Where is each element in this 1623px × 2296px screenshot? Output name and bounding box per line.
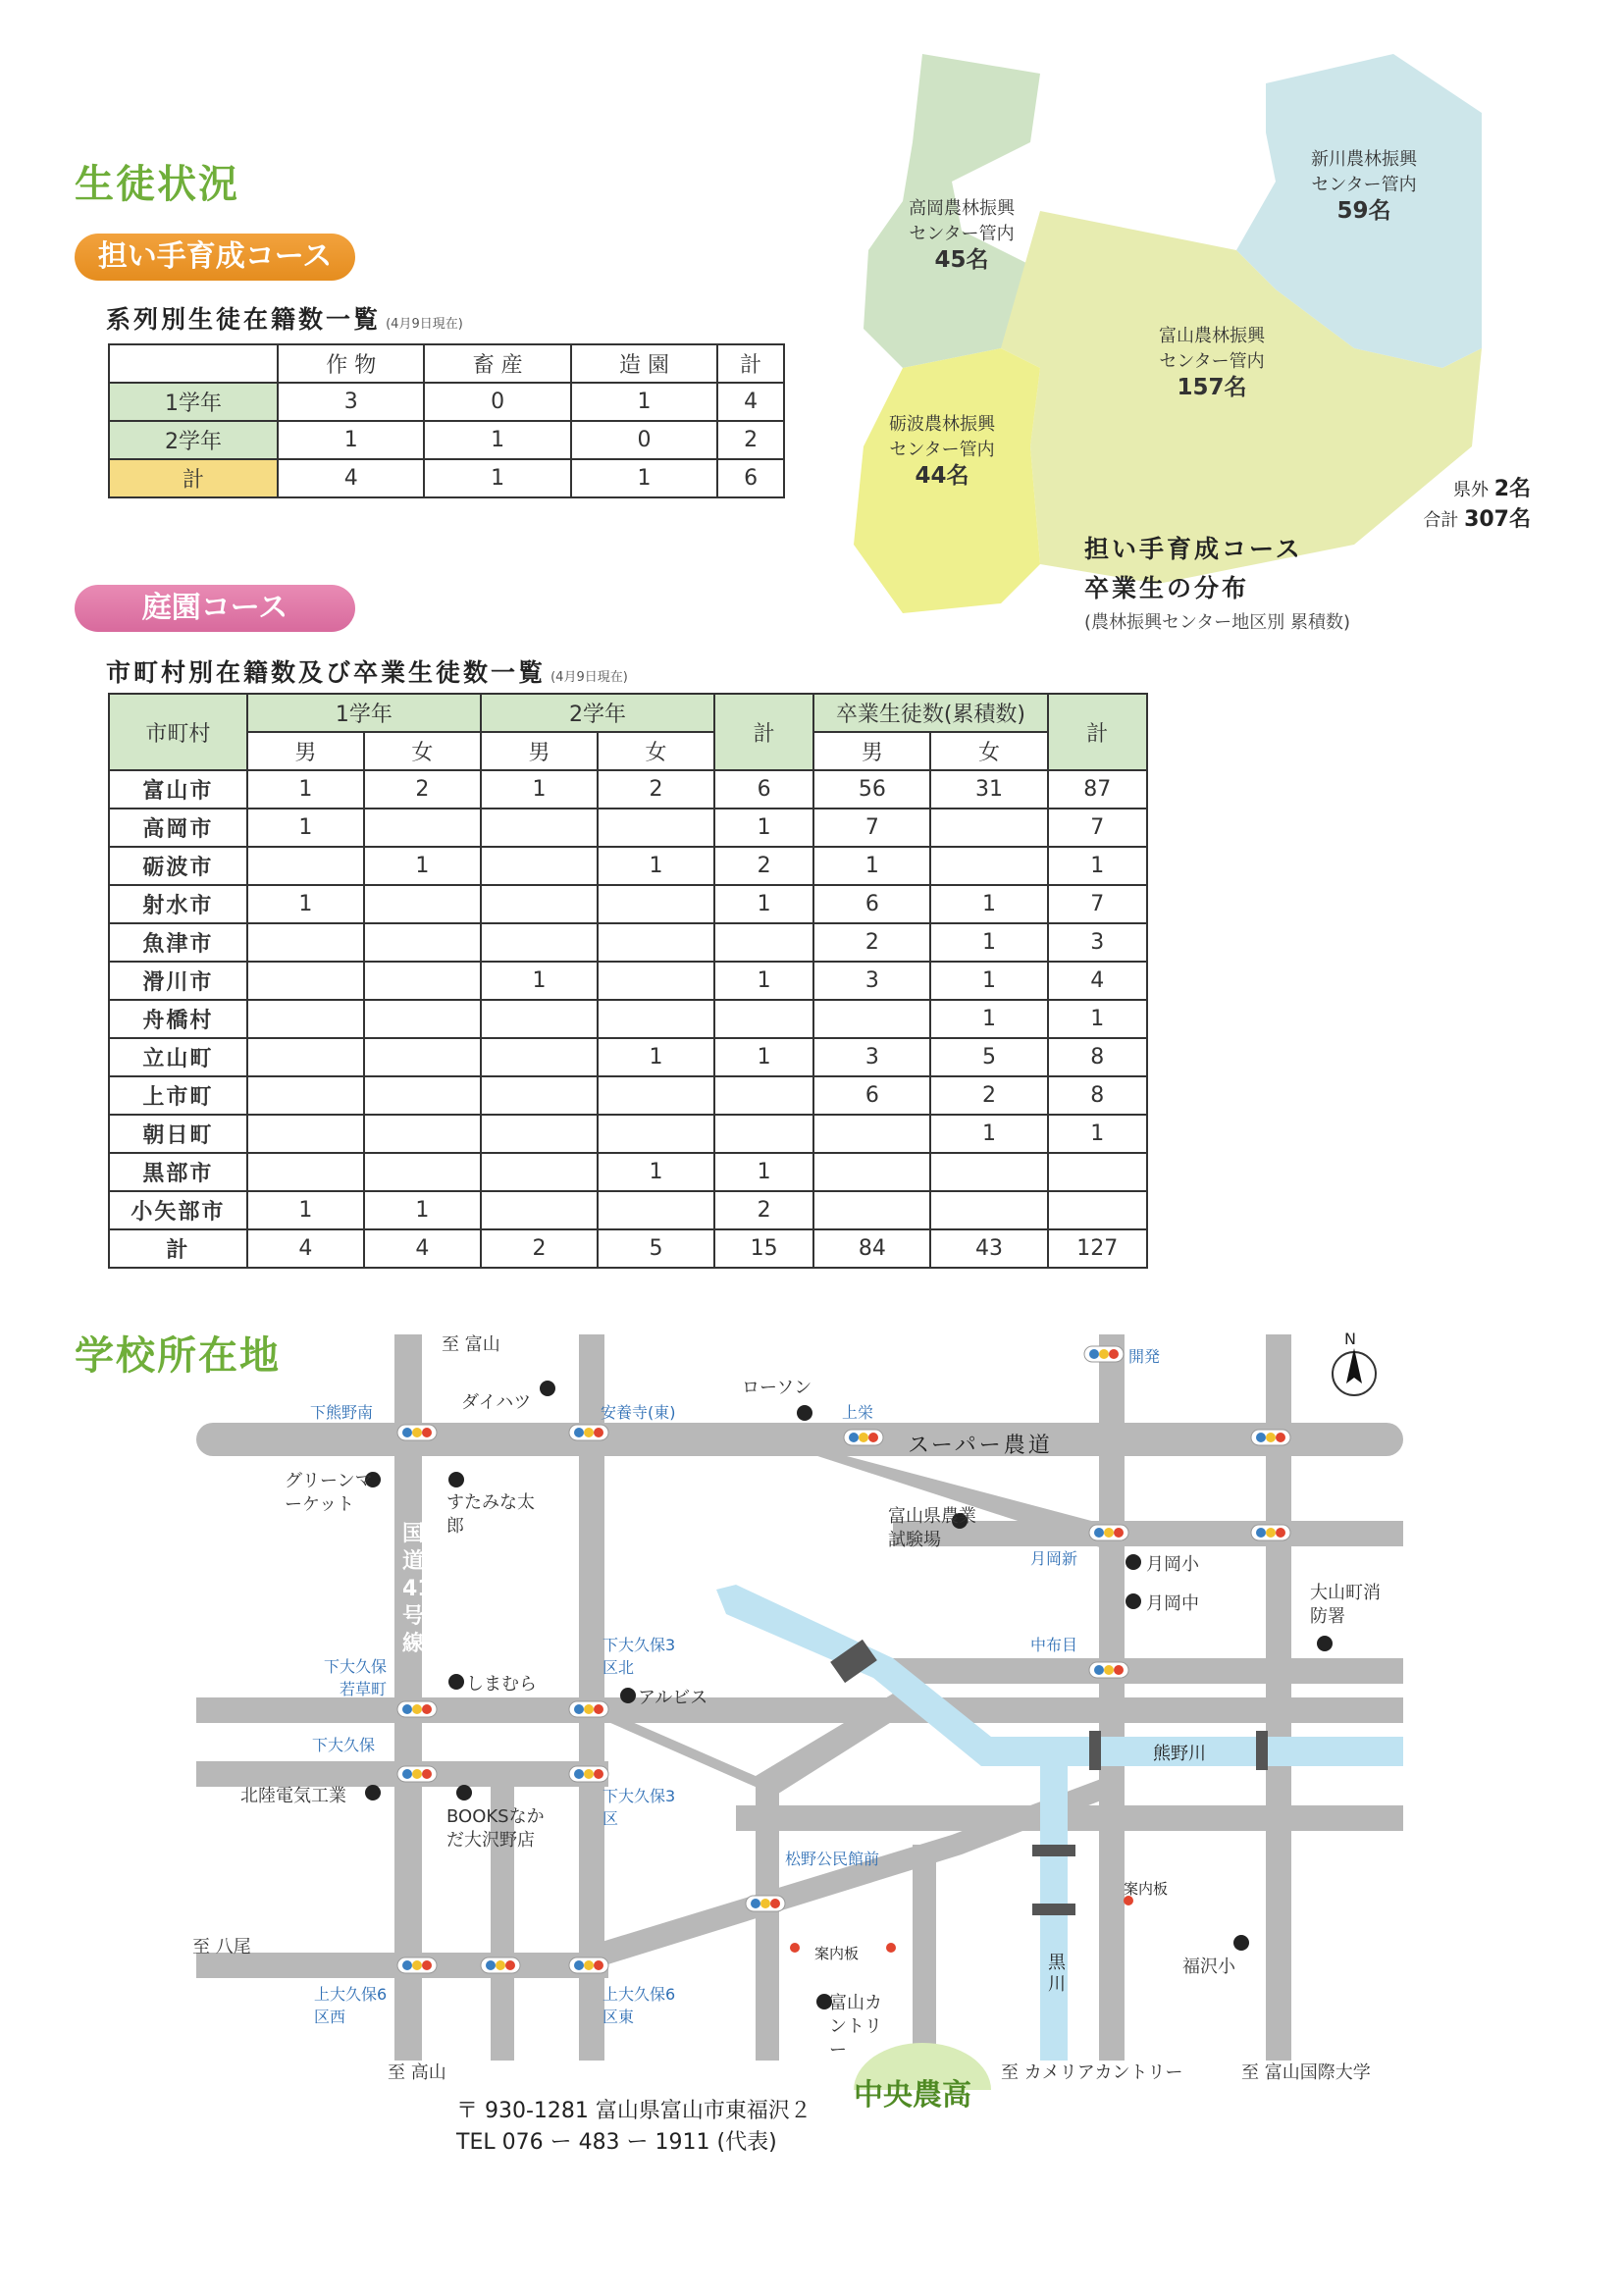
table-cell: 2 bbox=[813, 923, 930, 962]
table-cell: 1 bbox=[481, 962, 598, 1000]
dot-icon bbox=[448, 1674, 464, 1690]
dot-icon bbox=[448, 1472, 464, 1487]
table-row bbox=[109, 847, 1147, 885]
city-name: 朝日町 bbox=[109, 1115, 247, 1153]
table-cell: 4 bbox=[247, 1229, 364, 1268]
caption-line1: 担い手育成コース bbox=[1084, 535, 1303, 563]
header-female: 女 bbox=[930, 732, 1047, 770]
table-cell: 0 bbox=[571, 421, 717, 459]
table-cell: 1 bbox=[571, 383, 717, 421]
table-cell: 1 bbox=[598, 1038, 714, 1076]
north-label: N bbox=[1344, 1330, 1356, 1348]
table-cell: 1 bbox=[930, 962, 1047, 1000]
table-cell bbox=[598, 1115, 714, 1153]
header-male: 男 bbox=[247, 732, 364, 770]
table-cell: 1 bbox=[424, 459, 570, 497]
dot-icon bbox=[365, 1785, 381, 1800]
table-cell: 4 bbox=[364, 1229, 481, 1268]
landmark-label: 大山町消防署 bbox=[1310, 1583, 1381, 1627]
traffic-light-icon bbox=[1089, 1662, 1128, 1678]
table-row bbox=[109, 809, 1147, 847]
table-cell: 1 bbox=[714, 1038, 813, 1076]
region-count: 44名 bbox=[915, 463, 969, 489]
table-cell: 1 bbox=[714, 809, 813, 847]
table-cell: 3 bbox=[813, 962, 930, 1000]
header-female: 女 bbox=[364, 732, 481, 770]
intersection-label: 下熊野南 bbox=[310, 1403, 374, 1422]
dot-icon bbox=[1317, 1636, 1333, 1651]
table-cell: 4 bbox=[1048, 962, 1147, 1000]
table-cell bbox=[364, 1153, 481, 1191]
region-name: 高岡農林振興 bbox=[909, 198, 1015, 219]
dot-icon bbox=[1126, 1593, 1141, 1609]
table-cell: 1 bbox=[813, 847, 930, 885]
city-name: 黒部市 bbox=[109, 1153, 247, 1191]
table-cell bbox=[247, 962, 364, 1000]
landmark-label: アルビス bbox=[638, 1688, 708, 1708]
table-cell: 3 bbox=[813, 1038, 930, 1076]
table-cell: 56 bbox=[813, 770, 930, 809]
intersection-label: 下大久保3区北 bbox=[602, 1636, 676, 1677]
city-name: 小矢部市 bbox=[109, 1191, 247, 1229]
table-cell bbox=[714, 1000, 813, 1038]
table-cell: 1 bbox=[714, 1153, 813, 1191]
table-cell bbox=[364, 1000, 481, 1038]
bridge-icon bbox=[1256, 1731, 1268, 1770]
table2-body bbox=[109, 770, 1147, 1268]
road-nakanunome bbox=[893, 1658, 1403, 1684]
table-cell bbox=[598, 885, 714, 923]
table-cell bbox=[813, 1153, 930, 1191]
region-name: 富山農林振興 bbox=[1159, 326, 1265, 346]
table-cell bbox=[598, 923, 714, 962]
table-cell: 1 bbox=[1048, 1115, 1147, 1153]
table1-header-cell: 計 bbox=[717, 344, 784, 383]
traffic-light-icon bbox=[569, 1766, 608, 1782]
dot-icon bbox=[1126, 1554, 1141, 1570]
table-cell: 2 bbox=[481, 1229, 598, 1268]
region-totals bbox=[1403, 475, 1531, 536]
table-cell bbox=[714, 923, 813, 962]
table-row bbox=[109, 923, 1147, 962]
table-cell bbox=[481, 1076, 598, 1115]
table-cell: 1 bbox=[364, 847, 481, 885]
course-badge-ninaite: 担い手育成コース bbox=[75, 234, 355, 281]
kumano-river-label: 熊野川 bbox=[1153, 1744, 1206, 1764]
table-cell bbox=[247, 1038, 364, 1076]
address-line2: TEL 076 ー 483 ー 1911 (代表) bbox=[456, 2130, 777, 2155]
header-grad: 卒業生徒数(累積数) bbox=[813, 694, 1047, 732]
intersection-label: 上栄 bbox=[842, 1403, 874, 1422]
table-cell bbox=[930, 809, 1047, 847]
header-city: 市町村 bbox=[109, 694, 247, 770]
city-name: 砺波市 bbox=[109, 847, 247, 885]
table-cell bbox=[364, 809, 481, 847]
table-row bbox=[109, 459, 784, 497]
region-label-toyama bbox=[1119, 324, 1305, 402]
section-title-students: 生徒状況 bbox=[75, 162, 239, 207]
table-cell: 8 bbox=[1048, 1076, 1147, 1115]
city-name: 上市町 bbox=[109, 1076, 247, 1115]
table-cell bbox=[1048, 1153, 1147, 1191]
table-cell bbox=[481, 1038, 598, 1076]
table-cell: 1 bbox=[247, 1191, 364, 1229]
to-yao-label: 至 八尾 bbox=[192, 1937, 251, 1957]
traffic-light-icon bbox=[397, 1957, 437, 1973]
intersection-label: 月岡新 bbox=[1030, 1549, 1078, 1568]
city-name: 高岡市 bbox=[109, 809, 247, 847]
landmark-label: ダイハツ bbox=[461, 1392, 532, 1413]
bridge-icon bbox=[1032, 1845, 1075, 1856]
traffic-light-icon bbox=[844, 1430, 883, 1445]
table1-header-cell: 作 物 bbox=[278, 344, 424, 383]
table1-header-cell: 畜 産 bbox=[424, 344, 570, 383]
table-cell: 5 bbox=[598, 1229, 714, 1268]
region-sub: センター管内 bbox=[909, 224, 1015, 244]
to-toyama-label: 至 富山 bbox=[442, 1334, 500, 1355]
table-row bbox=[109, 885, 1147, 923]
table-cell: 1 bbox=[364, 1191, 481, 1229]
table-cell bbox=[481, 1115, 598, 1153]
table1-date: (4月9日現在) bbox=[386, 317, 463, 332]
header-total: 計 bbox=[1048, 694, 1147, 770]
table2-header-row2 bbox=[109, 732, 1147, 770]
table-cell: 1 bbox=[278, 421, 424, 459]
landmark-label: すたみな太郎 bbox=[446, 1492, 535, 1537]
dot-icon bbox=[797, 1405, 812, 1421]
row-label: 計 bbox=[109, 459, 278, 497]
table-cell bbox=[364, 1076, 481, 1115]
city-name: 舟橋村 bbox=[109, 1000, 247, 1038]
road-school bbox=[913, 1845, 936, 2061]
table-cell: 2 bbox=[714, 1191, 813, 1229]
total-value: 307名 bbox=[1464, 507, 1531, 532]
row-label: 2学年 bbox=[109, 421, 278, 459]
table-cell: 2 bbox=[717, 421, 784, 459]
north-arrow bbox=[1333, 1348, 1376, 1395]
table-cell: 15 bbox=[714, 1229, 813, 1268]
road-kaihotsu bbox=[1099, 1334, 1125, 2061]
dot-icon bbox=[456, 1785, 472, 1800]
intersection-label: 上大久保6区西 bbox=[314, 1985, 388, 2026]
region-label-niikawa bbox=[1276, 147, 1452, 226]
table-cell: 1 bbox=[424, 421, 570, 459]
region-label-takaoka bbox=[873, 196, 1050, 275]
city-name: 魚津市 bbox=[109, 923, 247, 962]
landmark-label: ローソン bbox=[742, 1378, 812, 1398]
region-map-caption bbox=[1084, 530, 1350, 634]
landmark-label: 富山カントリー bbox=[829, 1993, 882, 2061]
outside-label: 県外 bbox=[1452, 480, 1489, 500]
table-cell bbox=[813, 1000, 930, 1038]
city-name: 滑川市 bbox=[109, 962, 247, 1000]
total-label: 合計 bbox=[1423, 510, 1459, 531]
traffic-light-icon bbox=[1089, 1525, 1128, 1540]
intersection-label: 安養寺(東) bbox=[601, 1403, 676, 1422]
course-enrollment-table bbox=[108, 343, 785, 498]
traffic-light-icon bbox=[569, 1425, 608, 1440]
table-cell: 4 bbox=[278, 459, 424, 497]
table-row bbox=[109, 1229, 1147, 1268]
table-cell bbox=[598, 809, 714, 847]
table-cell: 2 bbox=[364, 770, 481, 809]
table-cell bbox=[481, 1153, 598, 1191]
table-cell: 6 bbox=[813, 1076, 930, 1115]
traffic-light-icon bbox=[397, 1701, 437, 1717]
sign-icon bbox=[790, 1943, 800, 1953]
table-cell: 84 bbox=[813, 1229, 930, 1268]
table-cell: 1 bbox=[930, 885, 1047, 923]
address-line1: 〒 930-1281 富山県富山市東福沢２ bbox=[456, 2099, 812, 2123]
table-row bbox=[109, 1153, 1147, 1191]
city-enrollment-table bbox=[108, 693, 1148, 1269]
city-name: 立山町 bbox=[109, 1038, 247, 1076]
table-cell bbox=[714, 1115, 813, 1153]
traffic-light-icon bbox=[397, 1766, 437, 1782]
table-cell: 7 bbox=[813, 809, 930, 847]
table-cell: 1 bbox=[598, 1153, 714, 1191]
traffic-light-icon bbox=[1251, 1430, 1290, 1445]
intersection-label: 松野公民館前 bbox=[785, 1850, 880, 1868]
outside-count bbox=[1403, 475, 1531, 505]
table-cell bbox=[247, 1153, 364, 1191]
intersection-label: 下大久保若草町 bbox=[323, 1657, 387, 1698]
table-cell: 87 bbox=[1048, 770, 1147, 809]
route41-label: 国道41号線 bbox=[402, 1522, 433, 1656]
table-cell: 5 bbox=[930, 1038, 1047, 1076]
table-cell bbox=[930, 1191, 1047, 1229]
sign-icon bbox=[886, 1943, 896, 1953]
table-cell bbox=[930, 1153, 1047, 1191]
table-cell bbox=[481, 809, 598, 847]
outside-value: 2名 bbox=[1493, 477, 1531, 501]
table-cell: 6 bbox=[717, 459, 784, 497]
table2-header-row1 bbox=[109, 694, 1147, 732]
table-cell bbox=[364, 962, 481, 1000]
table-cell: 1 bbox=[247, 770, 364, 809]
table-row bbox=[109, 1076, 1147, 1115]
sign-label: 案内板 bbox=[1124, 1880, 1169, 1898]
table-cell: 3 bbox=[1048, 923, 1147, 962]
table-cell bbox=[598, 1191, 714, 1229]
landmark-label: 富山県農業試験場 bbox=[888, 1506, 976, 1550]
table-cell bbox=[930, 847, 1047, 885]
table-row bbox=[109, 1000, 1147, 1038]
table-cell bbox=[364, 1115, 481, 1153]
region-label-tonami bbox=[854, 412, 1030, 491]
table-cell bbox=[247, 1076, 364, 1115]
table2-caption bbox=[106, 653, 628, 689]
header-female: 女 bbox=[598, 732, 714, 770]
table-cell: 4 bbox=[717, 383, 784, 421]
table-cell: 6 bbox=[714, 770, 813, 809]
table-cell bbox=[247, 1115, 364, 1153]
table-cell: 127 bbox=[1048, 1229, 1147, 1268]
table-cell bbox=[598, 1000, 714, 1038]
intersection-label: 中布目 bbox=[1030, 1636, 1078, 1654]
intersection-label: 開発 bbox=[1128, 1347, 1161, 1366]
road-super-nodo bbox=[196, 1423, 1403, 1456]
table-cell: 1 bbox=[930, 923, 1047, 962]
table-cell: 43 bbox=[930, 1229, 1047, 1268]
bridge-icon bbox=[1089, 1731, 1101, 1770]
table-cell bbox=[364, 1038, 481, 1076]
table-row bbox=[109, 383, 784, 421]
course-badge-teien: 庭園コース bbox=[75, 585, 355, 632]
road-country bbox=[756, 1776, 779, 2061]
sign-label: 案内板 bbox=[814, 1945, 860, 1962]
city-name: 計 bbox=[109, 1229, 247, 1268]
super-road-label: スーパー農道 bbox=[908, 1434, 1053, 1458]
table-cell bbox=[364, 885, 481, 923]
table-row bbox=[109, 1115, 1147, 1153]
table-cell bbox=[247, 1000, 364, 1038]
table-cell bbox=[247, 847, 364, 885]
table1-header-cell bbox=[109, 344, 278, 383]
region-count: 59名 bbox=[1336, 198, 1391, 224]
traffic-light-icon bbox=[746, 1896, 785, 1911]
table-row bbox=[109, 962, 1147, 1000]
table-cell: 1 bbox=[1048, 1000, 1147, 1038]
city-name: 射水市 bbox=[109, 885, 247, 923]
table-cell bbox=[481, 1000, 598, 1038]
landmark-label: BOOKSなかだ大沢野店 bbox=[446, 1806, 545, 1851]
table1-caption bbox=[106, 300, 463, 336]
table-cell: 7 bbox=[1048, 809, 1147, 847]
table-cell: 3 bbox=[278, 383, 424, 421]
total-count bbox=[1403, 505, 1531, 536]
traffic-light-icon bbox=[481, 1957, 520, 1973]
table-cell: 2 bbox=[714, 847, 813, 885]
intersection-label: 下大久保 bbox=[312, 1736, 376, 1754]
table-cell: 1 bbox=[714, 885, 813, 923]
to-kokusai-label: 至 富山国際大学 bbox=[1241, 2062, 1371, 2083]
caption-line3: (農林振興センター地区別 累積数) bbox=[1084, 612, 1351, 633]
landmark-label: グリーンマーケット bbox=[285, 1471, 373, 1515]
table-cell: 1 bbox=[598, 847, 714, 885]
dot-icon bbox=[620, 1688, 636, 1703]
table-cell: 1 bbox=[714, 962, 813, 1000]
region-count: 45名 bbox=[934, 247, 989, 273]
table1-header-row bbox=[109, 344, 784, 383]
table1-header-cell: 造 園 bbox=[571, 344, 717, 383]
table-cell: 1 bbox=[247, 885, 364, 923]
table-cell: 8 bbox=[1048, 1038, 1147, 1076]
road-route41 bbox=[394, 1334, 422, 2061]
school-label: 中央農高 bbox=[854, 2078, 971, 2113]
dot-icon bbox=[540, 1381, 555, 1396]
table-cell bbox=[1048, 1191, 1147, 1229]
kuro-river-label: 黒川 bbox=[1048, 1953, 1066, 1995]
table-cell: 7 bbox=[1048, 885, 1147, 923]
header-sum: 計 bbox=[714, 694, 813, 770]
table-cell: 31 bbox=[930, 770, 1047, 809]
table-cell: 2 bbox=[598, 770, 714, 809]
table-cell: 0 bbox=[424, 383, 570, 421]
table-row bbox=[109, 1191, 1147, 1229]
table-row bbox=[109, 421, 784, 459]
table-cell: 1 bbox=[247, 809, 364, 847]
header-grade2: 2学年 bbox=[481, 694, 714, 732]
traffic-light-icon bbox=[1251, 1525, 1290, 1540]
landmark-label: 月岡中 bbox=[1146, 1593, 1199, 1614]
landmark-label: 月岡小 bbox=[1146, 1554, 1199, 1575]
table-cell bbox=[813, 1115, 930, 1153]
table-cell: 1 bbox=[930, 1115, 1047, 1153]
intersection-label: 下大久保3区 bbox=[602, 1787, 676, 1828]
landmark-label: しまむら bbox=[466, 1674, 537, 1695]
caption-line2: 卒業生の分布 bbox=[1084, 574, 1250, 602]
table2-date: (4月9日現在) bbox=[550, 670, 628, 685]
table-cell bbox=[481, 1191, 598, 1229]
landmark-label: 福沢小 bbox=[1182, 1957, 1235, 1977]
table-cell: 2 bbox=[930, 1076, 1047, 1115]
to-takayama-label: 至 高山 bbox=[388, 2062, 446, 2083]
table-row bbox=[109, 770, 1147, 809]
traffic-light-icon bbox=[397, 1425, 437, 1440]
table-cell bbox=[481, 885, 598, 923]
traffic-light-icon bbox=[569, 1701, 608, 1717]
region-count: 157名 bbox=[1177, 375, 1247, 400]
access-map bbox=[186, 1315, 1423, 2090]
road-shimookubo bbox=[196, 1697, 1403, 1723]
table-cell bbox=[714, 1076, 813, 1115]
row-label: 1学年 bbox=[109, 383, 278, 421]
table-row bbox=[109, 1038, 1147, 1076]
table-cell bbox=[598, 1076, 714, 1115]
header-male: 男 bbox=[481, 732, 598, 770]
intersection-label: 上大久保6区東 bbox=[602, 1985, 676, 2026]
table1-title: 系列別生徒在籍数一覧 bbox=[106, 305, 382, 334]
school-address bbox=[456, 2096, 812, 2159]
bridge-icon bbox=[1032, 1904, 1075, 1915]
dot-icon bbox=[1233, 1935, 1249, 1951]
table-cell bbox=[247, 923, 364, 962]
header-male: 男 bbox=[813, 732, 930, 770]
traffic-light-icon bbox=[1084, 1346, 1124, 1362]
landmark-label: 北陸電気工業 bbox=[240, 1786, 346, 1806]
table2-title: 市町村別在籍数及び卒業生徒数一覧 bbox=[106, 658, 547, 687]
city-name: 富山市 bbox=[109, 770, 247, 809]
table-cell: 6 bbox=[813, 885, 930, 923]
region-sub: センター管内 bbox=[1159, 351, 1265, 372]
region-name: 新川農林振興 bbox=[1311, 149, 1417, 170]
traffic-light-icon bbox=[569, 1957, 608, 1973]
table-cell: 1 bbox=[930, 1000, 1047, 1038]
region-name: 砺波農林振興 bbox=[889, 414, 995, 435]
header-grade1: 1学年 bbox=[247, 694, 481, 732]
to-camellia-label: 至 カメリアカントリー bbox=[1001, 2062, 1183, 2083]
table-cell: 1 bbox=[481, 770, 598, 809]
table-cell: 1 bbox=[571, 459, 717, 497]
table-cell bbox=[598, 962, 714, 1000]
table-cell bbox=[481, 847, 598, 885]
region-sub: センター管内 bbox=[889, 440, 995, 460]
table-cell bbox=[364, 923, 481, 962]
table-cell bbox=[813, 1191, 930, 1229]
table-cell bbox=[481, 923, 598, 962]
table-cell: 1 bbox=[1048, 847, 1147, 885]
section-title-location: 学校所在地 bbox=[75, 1333, 281, 1379]
region-sub: センター管内 bbox=[1311, 175, 1417, 195]
